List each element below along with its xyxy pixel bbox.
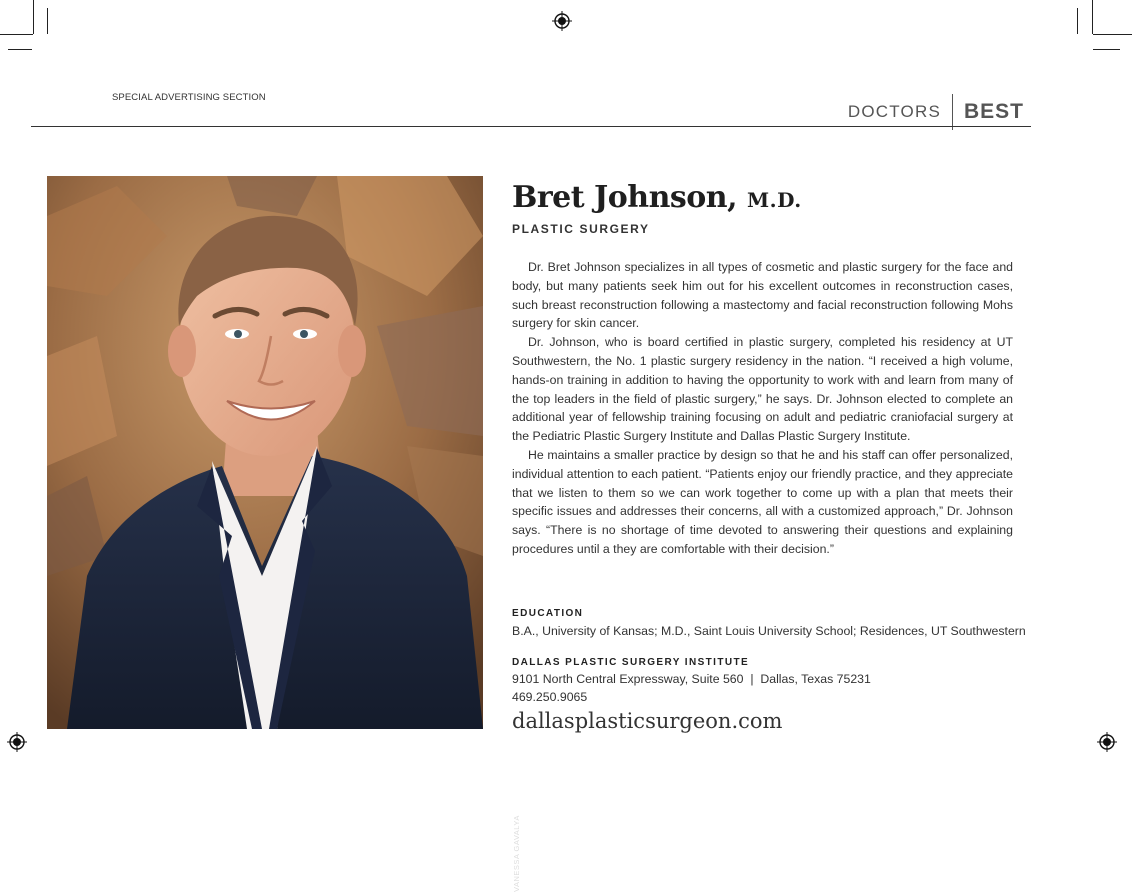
registration-mark-icon [552, 11, 572, 31]
crop-mark [1077, 8, 1078, 34]
registration-mark-icon [1097, 732, 1117, 752]
bio-paragraph: He maintains a smaller practice by design so that he and his staff can offer personalized, individual attention to each patient. “Patients enjoy our friendly practice, and they appreciate that we listen to them so we can work together to come up with a plan that meets their specific issues and addresses their concerns, all with a customized approach,” Dr. Johnson says. “There is no shortage of time devoted to answering their questions and explaining procedures until a they are comfortable with their decision.” [512, 447, 1013, 556]
practice-phone: 469.250.9065 [512, 690, 588, 704]
crop-mark [8, 49, 32, 50]
biography [512, 258, 1013, 559]
doctor-portrait [47, 176, 521, 892]
crop-mark [33, 0, 34, 34]
registration-mark-icon [7, 732, 27, 752]
publication-brand [848, 94, 1024, 130]
crop-mark [1093, 34, 1132, 35]
education-text: B.A., University of Kansas; M.D., Saint Louis University School; Residences, UT Southwestern [512, 624, 1026, 638]
header-rule [31, 126, 1031, 127]
brand-divider [952, 94, 953, 130]
section-label: SPECIAL ADVERTISING SECTION [112, 92, 266, 103]
doctor-name [512, 180, 802, 215]
practice-address: 9101 North Central Expressway, Suite 560 | Dallas, Texas 75231 [512, 672, 871, 686]
bio-paragraph: Dr. Johnson, who is board certified in plastic surgery, completed his residency at UT Southwestern, the No. 1 plastic surgery residency in the nation. “I received a high volume, hands-on training in addition to having the opportunity to work with and learn from many of the top leaders in the field of plastic surgery,” he says. Dr. Johnson elected to complete an additional year of fellowship training focusing on adult and pediatric craniofacial surgery at the Pediatric Plastic Surgery Institute and Dallas Plastic Surgery Institute. [512, 335, 1013, 444]
specialty: PLASTIC SURGERY [512, 222, 650, 236]
crop-mark [0, 34, 33, 35]
doctor-name-text: Bret Johnson, [512, 180, 738, 215]
practice-heading: DALLAS PLASTIC SURGERY INSTITUTE [512, 657, 750, 668]
doctor-degree: M.D. [747, 188, 802, 212]
photo-credit: VANESSA GAVALYA [512, 815, 521, 892]
education-heading: EDUCATION [512, 608, 584, 619]
brand-best: BEST [963, 100, 1024, 123]
practice-website[interactable]: dallasplasticsurgeon.com [512, 709, 783, 733]
crop-mark [1092, 0, 1093, 34]
bio-paragraph: Dr. Bret Johnson specializes in all types of cosmetic and plastic surgery for the face and body, but many patients seek him out for his excellent outcomes in reconstruction cases, such breast reconstruction following a mastectomy and facial reconstruction following Mohs surgery for skin cancer. [512, 260, 1013, 331]
brand-doctors: DOCTORS [847, 102, 941, 121]
crop-mark [47, 8, 48, 34]
crop-mark [1093, 49, 1120, 50]
portrait-illustration [47, 176, 483, 729]
